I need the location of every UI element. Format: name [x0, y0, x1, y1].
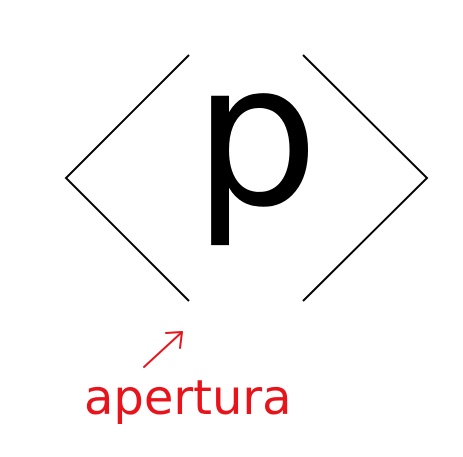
annotation-label: apertura: [84, 370, 292, 426]
letter-glyph: p: [193, 20, 319, 251]
